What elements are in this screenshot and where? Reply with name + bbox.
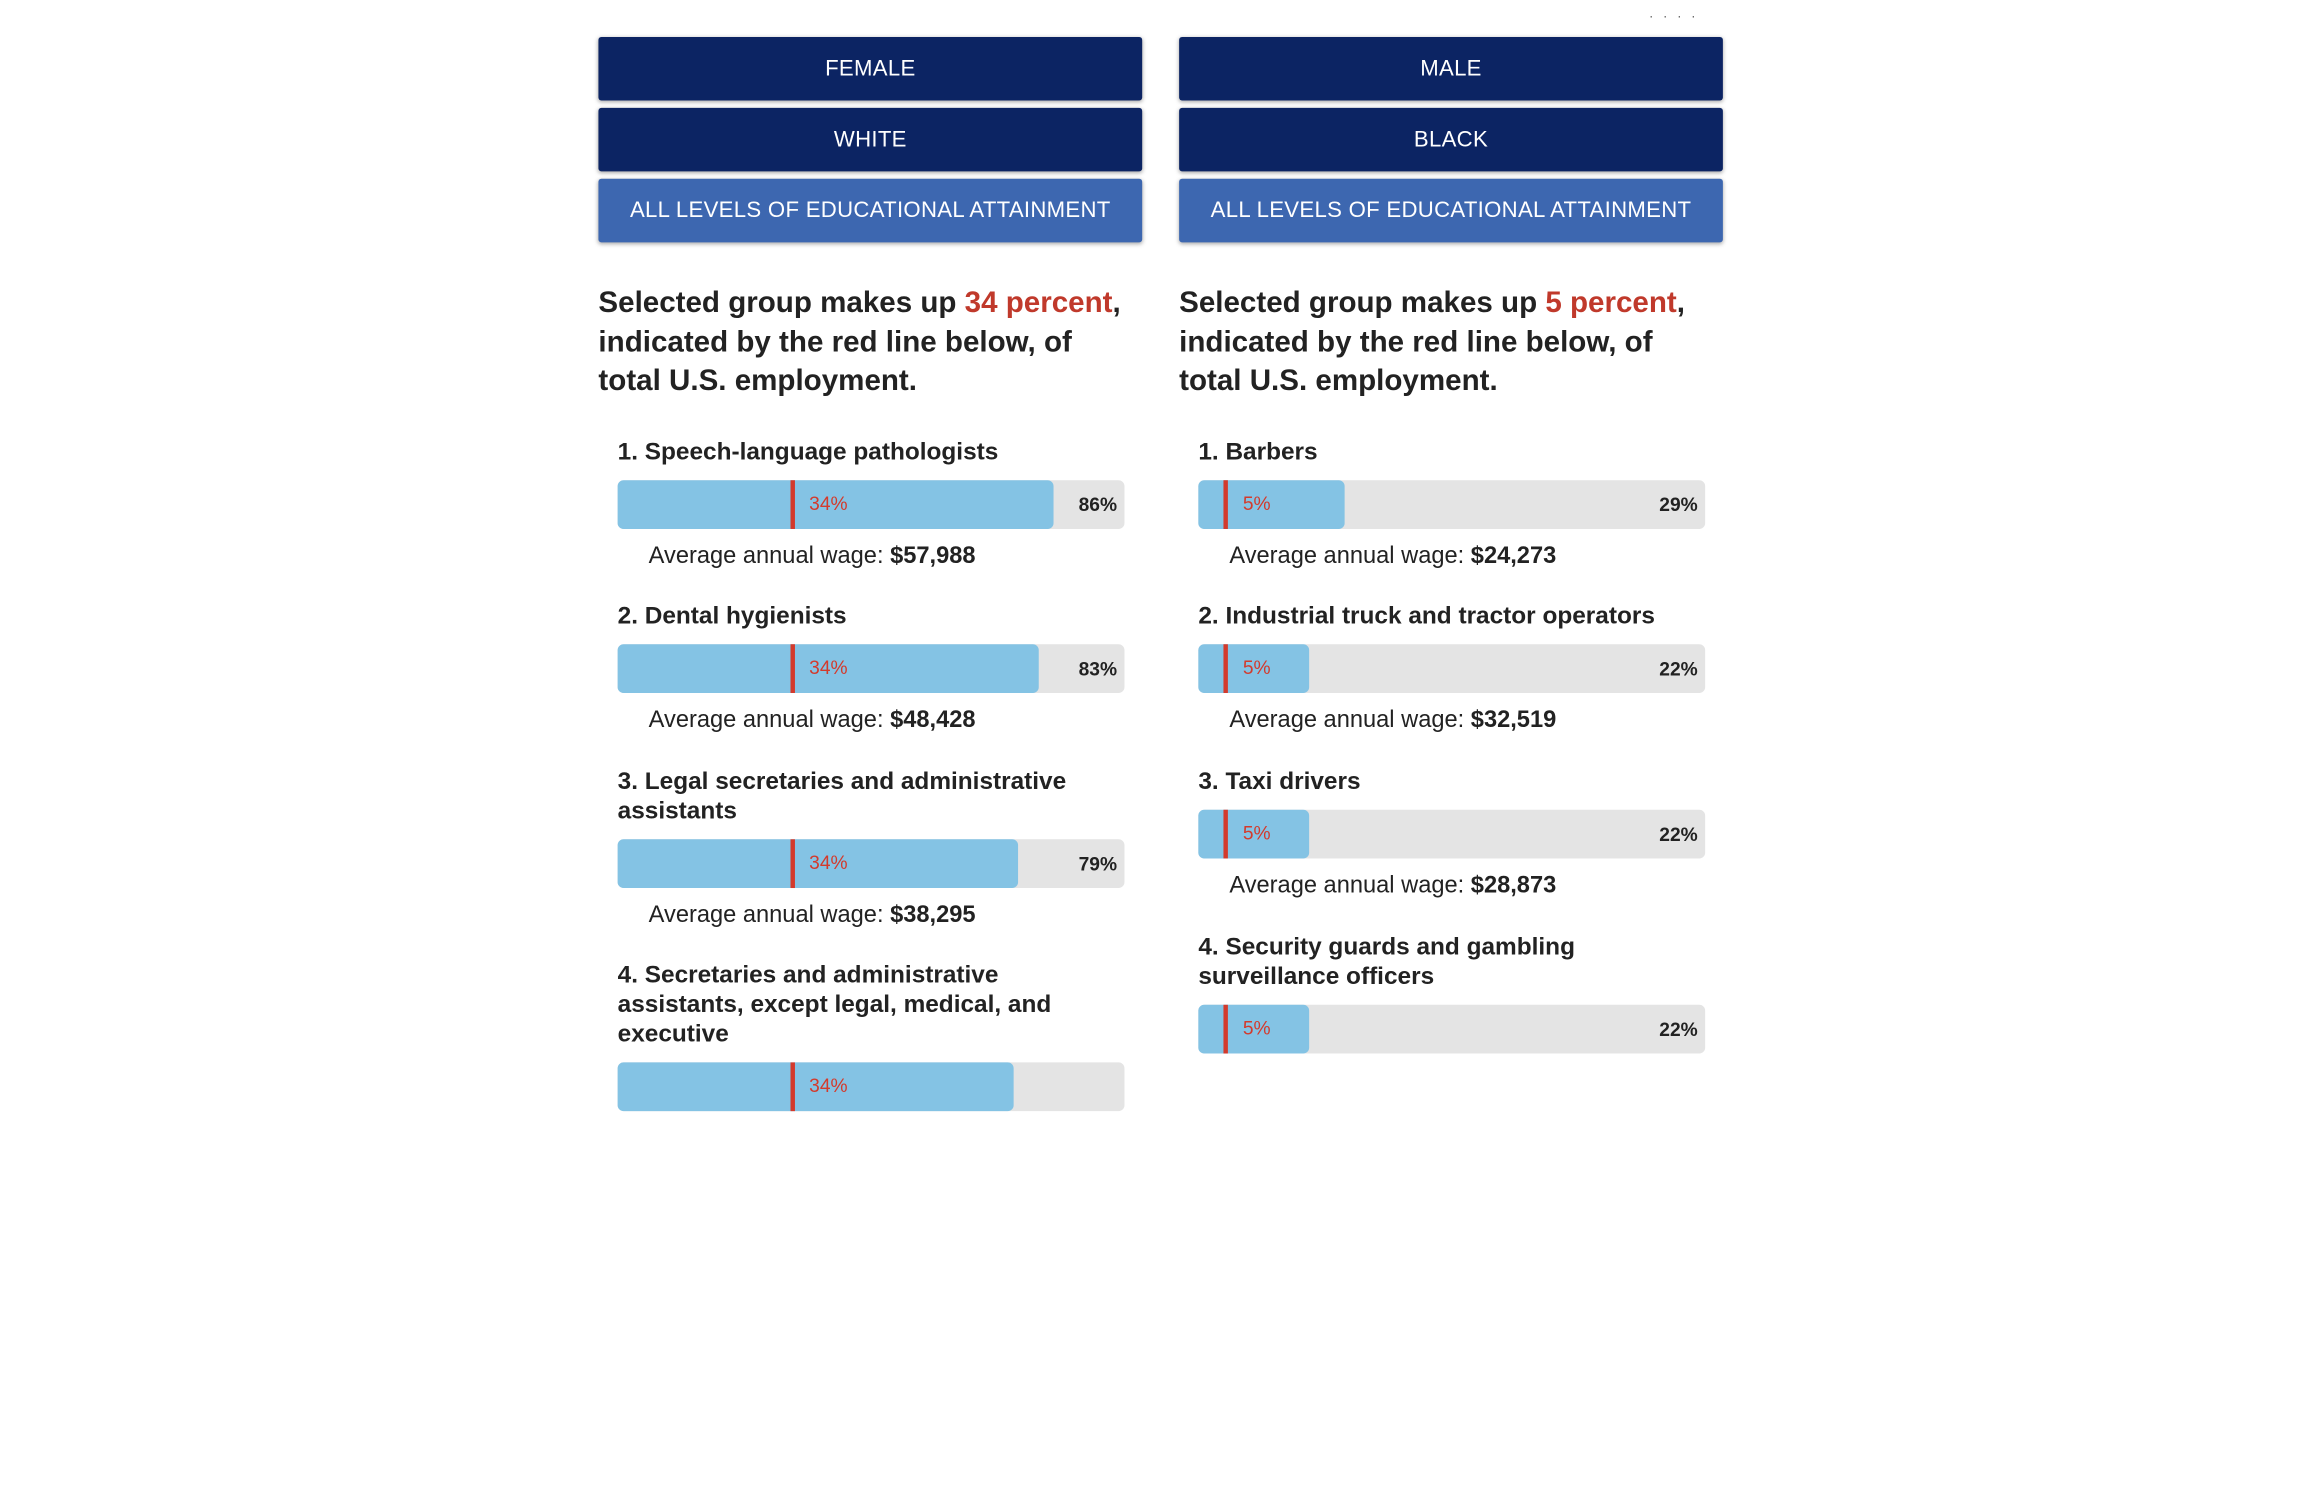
share-value-label: 83% (1078, 657, 1118, 680)
average-wage (649, 706, 1125, 736)
summary-highlight: 34 percent (964, 286, 1113, 320)
occupation-item (1198, 932, 1705, 1053)
occupation-title: 1. Barbers (1198, 438, 1318, 466)
occupation-item (618, 601, 1125, 735)
wage-label: Average annual wage: (1229, 543, 1471, 569)
share-value-label: 86% (1078, 493, 1118, 516)
race-filter-button[interactable]: WHITE (598, 108, 1142, 172)
share-bar-track (618, 480, 1125, 529)
summary-prefix: Selected group makes up (598, 286, 965, 320)
employment-share-marker (1224, 480, 1228, 529)
share-value-label: 22% (1659, 823, 1698, 846)
wage-label: Average annual wage: (648, 902, 891, 928)
occupation-item (1198, 601, 1705, 735)
share-value-label: 29% (1659, 493, 1698, 516)
wage-value: $28,873 (1470, 873, 1557, 899)
marker-label: 5% (1242, 656, 1271, 679)
employment-share-marker (790, 480, 794, 529)
education-filter-button[interactable]: ALL LEVELS OF EDUCATIONAL ATTAINMENT (1179, 179, 1723, 243)
occupation-item (1198, 767, 1705, 901)
wage-label: Average annual wage: (1229, 707, 1471, 733)
gender-filter-button[interactable]: FEMALE (598, 37, 1142, 101)
occupation-title: 4. Secretaries and administrative assistants, except legal, medical, and executive (617, 961, 1052, 1048)
wage-value: $32,519 (1470, 707, 1557, 733)
occupation-item (618, 437, 1125, 571)
occupation-title: 2. Industrial truck and tractor operators (1198, 602, 1655, 630)
wage-value: $38,295 (890, 902, 976, 928)
marker-label: 5% (1242, 1016, 1271, 1039)
marker-label: 34% (809, 1074, 848, 1097)
summary-suffix: , indicated by the red line below, of total U.S. employment. (598, 286, 1121, 398)
education-filter-button[interactable]: ALL LEVELS OF EDUCATIONAL ATTAINMENT (598, 179, 1142, 243)
occupation-title: 3. Legal secretaries and administrative assistants (617, 768, 1067, 825)
summary-prefix: Selected group makes up (1179, 286, 1546, 320)
share-bar-track (1198, 644, 1705, 693)
share-bar-fill (1198, 480, 1345, 529)
employment-share-marker (790, 644, 794, 693)
average-wage (1229, 706, 1705, 736)
wage-label: Average annual wage: (1229, 873, 1471, 899)
summary-highlight: 5 percent (1545, 286, 1677, 320)
share-bar-track (618, 644, 1125, 693)
occupation-item (1198, 437, 1705, 571)
employment-share-marker (790, 1062, 794, 1111)
share-bar-track (1198, 1005, 1705, 1054)
employment-share-marker (1224, 810, 1228, 859)
occupation-item (618, 960, 1125, 1111)
corner-dots: · · · · (1649, 8, 1699, 24)
occupation-title: 1. Speech-language pathologists (617, 438, 999, 466)
occupation-title: 2. Dental hygienists (617, 602, 847, 630)
occupation-item (618, 767, 1125, 931)
average-wage (649, 542, 1125, 572)
occupation-list (1198, 0, 1705, 1077)
employment-share-marker (1224, 1005, 1228, 1054)
marker-label: 34% (809, 851, 848, 874)
summary-suffix: , indicated by the red line below, of total U.S. employment. (1179, 286, 1685, 398)
wage-value: $57,988 (890, 543, 976, 569)
occupation-title: 4. Security guards and gambling surveillance officers (1198, 933, 1575, 990)
employment-share-marker (790, 839, 794, 888)
marker-label: 34% (809, 492, 848, 515)
wage-value: $48,428 (890, 707, 976, 733)
occupation-title: 3. Taxi drivers (1198, 768, 1361, 795)
wage-label: Average annual wage: (648, 543, 891, 569)
wage-label: Average annual wage: (648, 707, 891, 733)
marker-label: 34% (809, 656, 848, 679)
average-wage (649, 901, 1125, 931)
gender-filter-button[interactable]: MALE (1179, 37, 1723, 101)
race-filter-button[interactable]: BLACK (1179, 108, 1723, 172)
marker-label: 5% (1242, 492, 1271, 515)
occupation-list (617, 0, 1125, 1097)
marker-label: 5% (1242, 821, 1271, 844)
share-value-label: 79% (1078, 852, 1118, 875)
average-wage (1229, 872, 1705, 902)
share-bar-track (618, 1062, 1125, 1111)
employment-share-marker (1224, 644, 1228, 693)
share-bar-track (1198, 810, 1705, 859)
average-wage (1229, 542, 1705, 572)
share-bar-track (1198, 480, 1705, 529)
share-value-label: 22% (1659, 657, 1698, 680)
share-bar-track (618, 839, 1125, 888)
share-value-label: 22% (1659, 1018, 1698, 1041)
wage-value: $24,273 (1470, 543, 1557, 569)
